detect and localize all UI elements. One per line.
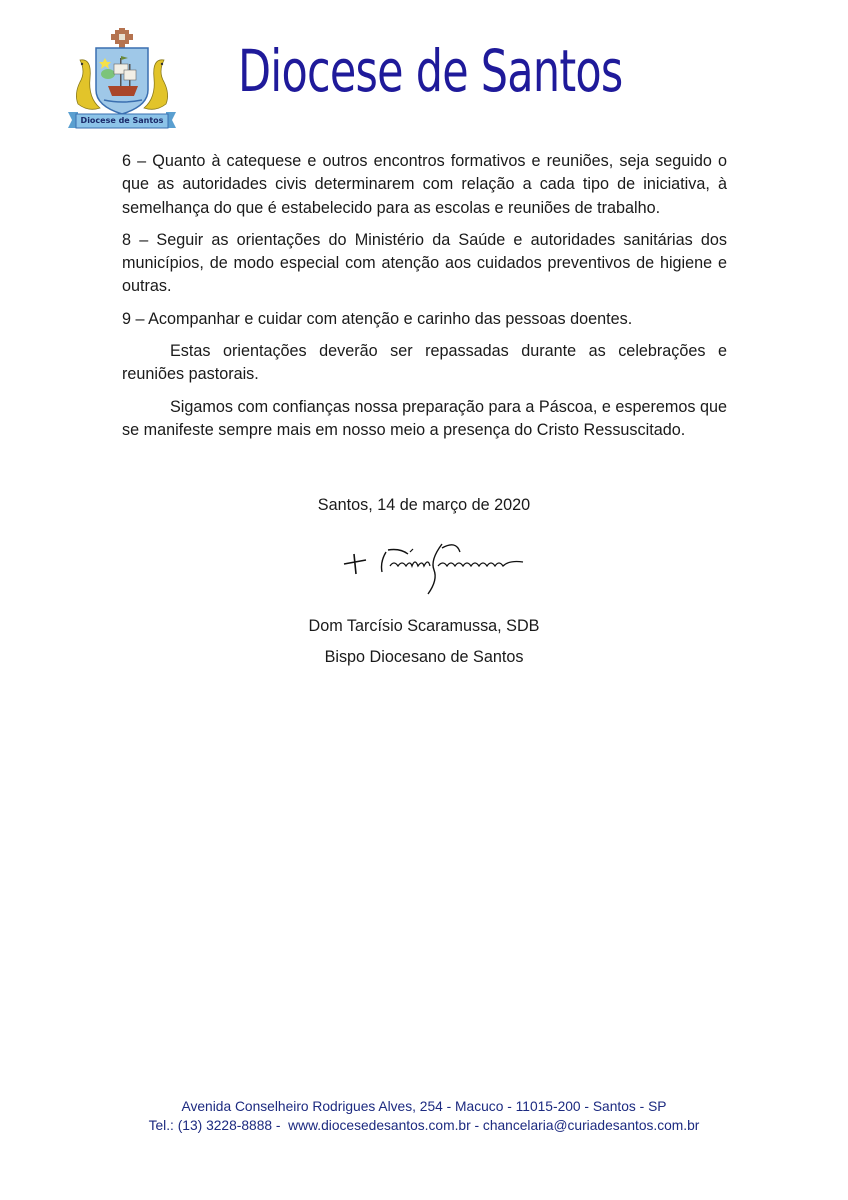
signature-icon: [338, 530, 558, 600]
paragraph-item-8: 8 – Seguir as orientações do Ministério da Saúde e autoridades sanitárias dos municípios, de modo especial com atenção aos cuidados preventivos de higiene e outras.: [122, 230, 727, 296]
paragraph-item-6: 6 – Quanto à catequese e outros encontros formativos e reuniões, seja seguido o que as autoridades civis determinarem com relação a cada tipo de iniciativa, à semelhança do que é estabelecido para as escolas e reuniões de trabalho.: [122, 152, 727, 217]
paragraph-item-9: 9 – Acompanhar e cuidar com atenção e carinho das pessoas doentes.: [122, 309, 633, 328]
brand-title: Diocese de Santos: [238, 37, 623, 105]
logo-ribbon-text: Diocese de Santos: [80, 116, 164, 125]
footer-contact: Tel.: (13) 3228-8888 - www.diocesedesantos.com.br - chancelaria@curiadesantos.com.br: [148, 1118, 700, 1133]
handwritten-signature: [338, 530, 558, 600]
letter-body: [122, 150, 727, 451]
diocese-coat-of-arms-logo: [66, 28, 178, 132]
footer: [0, 1097, 848, 1135]
paragraph-closing-wish: Sigamos com confianças nossa preparação para a Páscoa, e esperemos que se manifeste sempre mais em nosso meio a presença do Cristo Ressuscitado.: [122, 397, 727, 439]
place-date: Santos, 14 de março de 2020: [317, 496, 531, 514]
paragraph-instructions: Estas orientações deverão ser repassadas durante as celebrações e reuniões pastorais.: [122, 342, 727, 384]
signer-title: Bispo Diocesano de Santos: [324, 648, 524, 666]
footer-address: Avenida Conselheiro Rodrigues Alves, 254 - Macuco - 11015-200 - Santos - SP: [181, 1099, 667, 1114]
signer-name: Dom Tarcísio Scaramussa, SDB: [308, 617, 540, 635]
